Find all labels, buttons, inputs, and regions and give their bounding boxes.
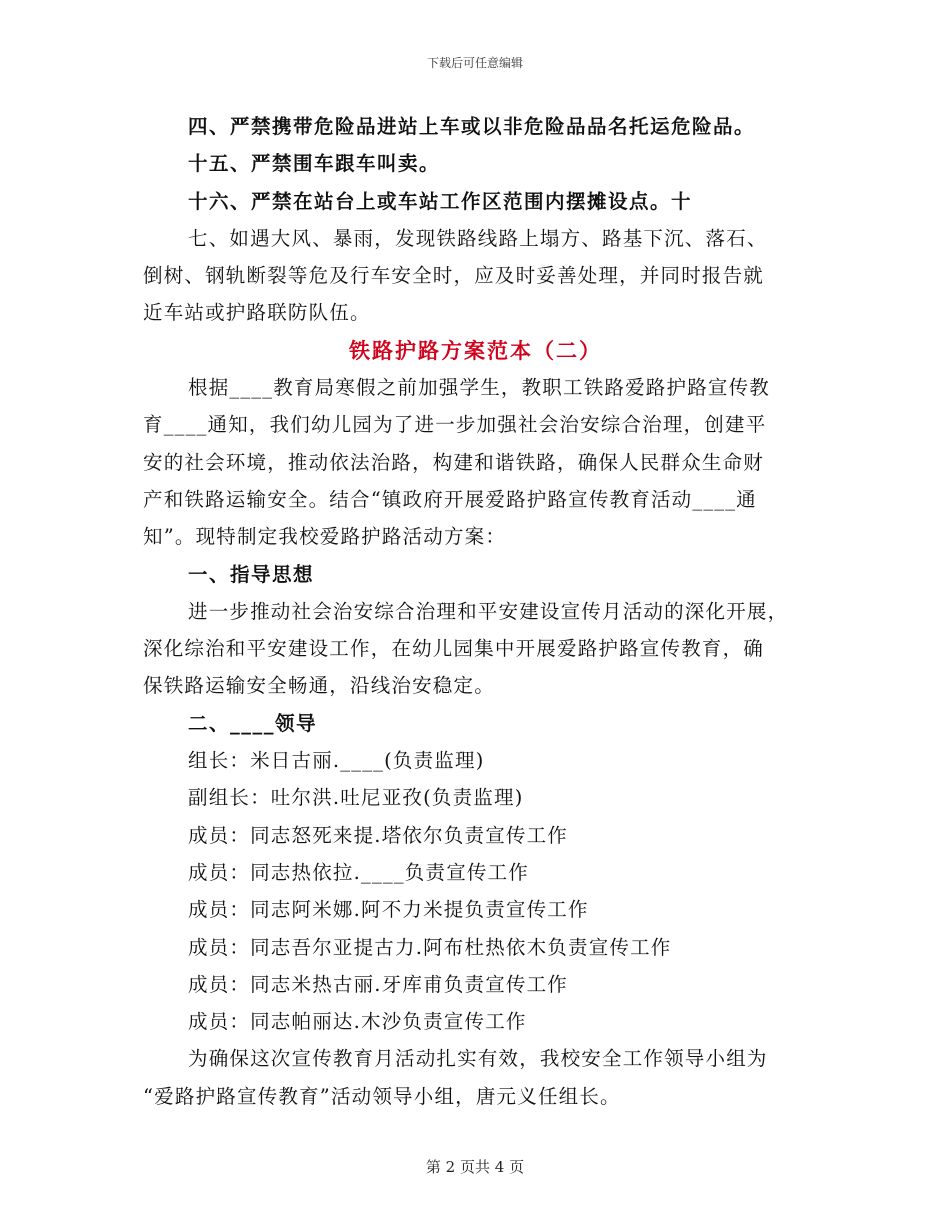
section-title: 铁路护路方案范本（二）	[349, 337, 602, 363]
text-line: 倒树、钢轨断裂等危及行车安全时，应及时妥善处理，并同时报告就	[143, 264, 765, 288]
text-line: 四、严禁携带危险品进站上车或以非危险品品名托运危险品。	[188, 115, 756, 138]
text-line: 知”。现特制定我校爱路护路活动方案：	[143, 525, 507, 549]
text-line: 七、如遇大风、暴雨，发现铁路线路上塌方、路基下沉、落石、	[188, 226, 768, 250]
text-line: “爱路护路宣传教育”活动领导小组，唐元义任组长。	[143, 1084, 621, 1108]
text-line: 一、指导思想	[188, 562, 315, 586]
text-line: 十六、严禁在站台上或车站工作区范围内摆摊设点。十	[188, 189, 693, 213]
text-line: 二、____领导	[188, 711, 318, 735]
text-line: 根据____教育局寒假之前加强学生，教职工铁路爱路护路宣传教	[188, 376, 771, 400]
text-line: 成员：同志米热古丽.牙库甫负责宣传工作	[188, 972, 568, 996]
text-line: 近车站或护路联防队伍。	[143, 301, 371, 325]
text-line: 产和铁路运输安全。结合“镇政府开展爱路护路宣传教育活动____通	[143, 487, 757, 511]
document-body	[143, 108, 808, 1115]
text-line: 进一步推动社会治安综合治理和平安建设宣传月活动的深化开展，	[188, 599, 789, 623]
text-line: 十五、严禁围车跟车叫卖。	[188, 152, 441, 176]
text-line: 深化综治和平安建设工作，在幼儿园集中开展爱路护路宣传教育，确	[143, 637, 765, 661]
text-line: 保铁路运输安全畅通，沿线治安稳定。	[143, 674, 495, 698]
text-line: 为确保这次宣传教育月活动扎实有效，我校安全工作领导小组为	[188, 1047, 768, 1071]
text-line: 成员：同志怒死来提.塔依尔负责宣传工作	[188, 823, 568, 847]
text-line: 成员：同志吾尔亚提古力.阿布杜热依木负责宣传工作	[188, 935, 672, 959]
text-line: 安的社会环境，推动依法治路，构建和谐铁路，确保人民群众生命财	[143, 450, 765, 474]
text-line: 成员：同志阿米娜.阿不力米提负责宣传工作	[188, 898, 589, 922]
text-line: 育____通知，我们幼儿园为了进一步加强社会治安综合治理，创建平	[143, 413, 767, 437]
page-header: 下载后可任意编辑	[426, 56, 523, 70]
text-line: 成员：同志帕丽达.木沙负责宣传工作	[188, 1010, 527, 1034]
text-line: 成员：同志热依拉.____负责宣传工作	[188, 860, 529, 884]
text-line: 副组长：吐尔洪.吐尼亚孜(负责监理)	[188, 786, 524, 810]
text-line: 组长：米日古丽.____(负责监理)	[188, 749, 485, 773]
page-number: 第 2 页共 4 页	[425, 1158, 525, 1176]
